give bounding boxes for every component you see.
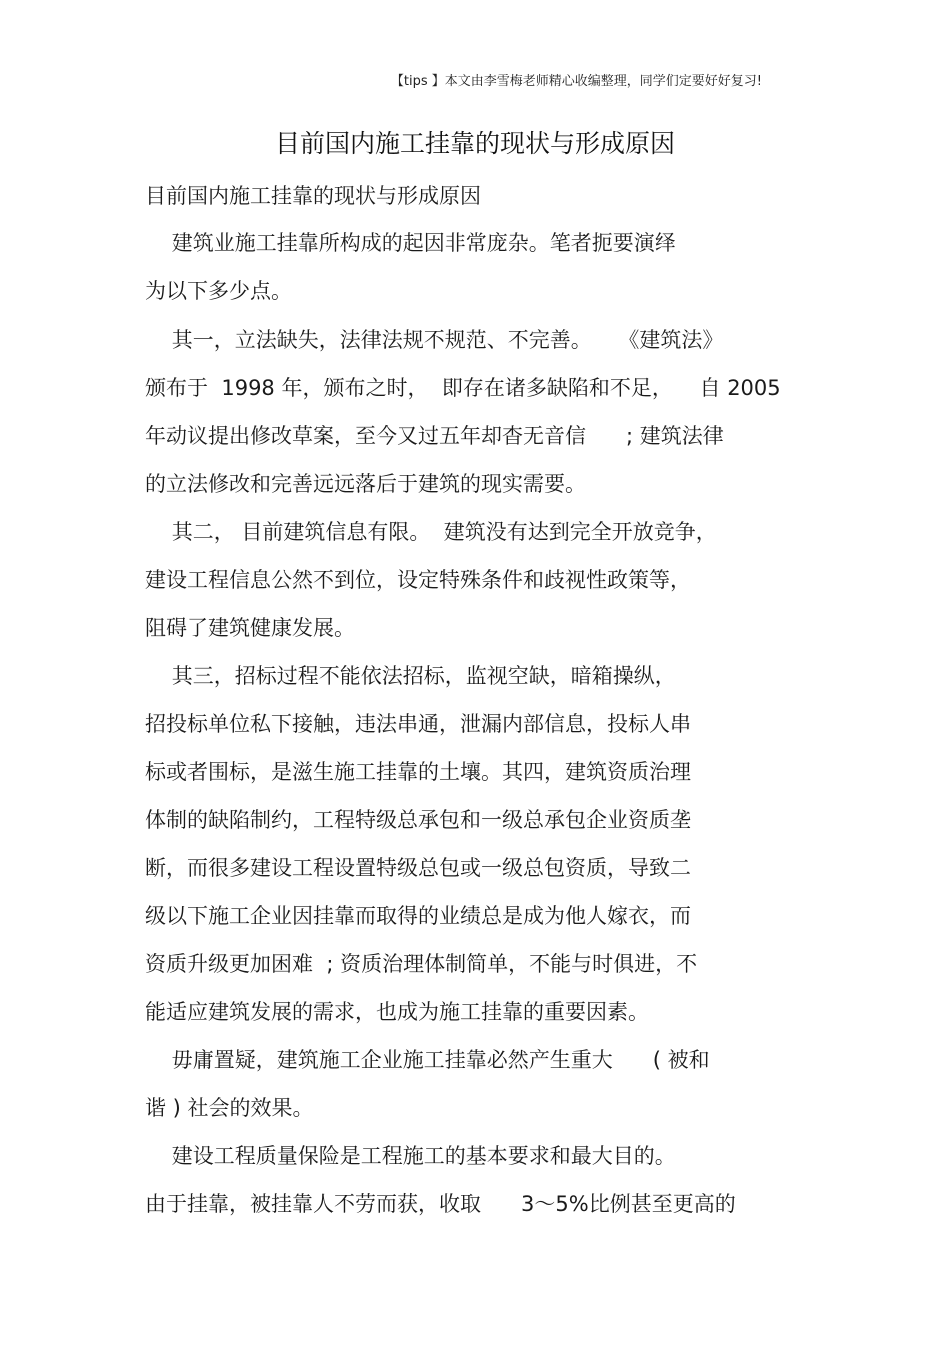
paragraph-line: 阻碍了建筑健康发展。	[145, 616, 355, 640]
paragraph-line: 建设工程质量保险是工程施工的基本要求和最大目的。	[145, 1144, 676, 1168]
paragraph-line: 断，而很多建设工程设置特级总包或一级总包资质，导致二	[145, 856, 691, 880]
paragraph-line: 其三，招标过程不能依法招标，监视空缺，暗箱操纵，	[145, 664, 676, 688]
paragraph-line: 级以下施工企业因挂靠而取得的业绩总是成为他人嫁衣，而	[145, 904, 691, 928]
paragraph-line: 体制的缺陷制约，工程特级总承包和一级总承包企业资质垄	[145, 808, 691, 832]
paragraph-line: 谐 ) 社会的效果。	[145, 1096, 314, 1120]
paragraph-line: 资质升级更加困难 ; 资质治理体制简单，不能与时俱进，不	[145, 952, 698, 976]
paragraph-line: 由于挂靠，被挂靠人不劳而获，收取 3～5%比例甚至更高的	[145, 1192, 736, 1216]
paragraph-line: 招投标单位私下接触，违法串通，泄漏内部信息，投标人串	[145, 712, 691, 736]
document-subtitle: 目前国内施工挂靠的现状与形成原因	[145, 184, 481, 208]
paragraph-line: 毋庸置疑，建筑施工企业施工挂靠必然产生重大 ( 被和	[145, 1048, 710, 1072]
paragraph-line: 年动议提出修改草案，至今又过五年却杳无音信 ; 建筑法律	[145, 424, 724, 448]
paragraph-line: 为以下多少点。	[145, 279, 292, 303]
paragraph-line: 建设工程信息公然不到位，设定特殊条件和歧视性政策等，	[145, 568, 691, 592]
paragraph-line: 能适应建筑发展的需求，也成为施工挂靠的重要因素。	[145, 1000, 649, 1024]
paragraph-line: 颁布于 1998 年，颁布之时， 即存在诸多缺陷和不足， 自 2005	[145, 376, 781, 400]
paragraph-line: 其一，立法缺失，法律法规不规范、不完善。 《建筑法》	[145, 328, 724, 352]
paragraph-line: 标或者围标，是滋生施工挂靠的土壤。其四，建筑资质治理	[145, 760, 691, 784]
header-tip: 【tips 】本文由李雪梅老师精心收编整理，同学们定要好好复习!	[390, 74, 762, 89]
paragraph-line: 建筑业施工挂靠所构成的起因非常庞杂。笔者扼要演绎	[145, 231, 676, 255]
paragraph-line: 的立法修改和完善远远落后于建筑的现实需要。	[145, 472, 586, 496]
paragraph-line: 其二， 目前建筑信息有限。 建筑没有达到完全开放竞争，	[145, 520, 717, 544]
document-title: 目前国内施工挂靠的现状与形成原因	[274, 129, 675, 158]
